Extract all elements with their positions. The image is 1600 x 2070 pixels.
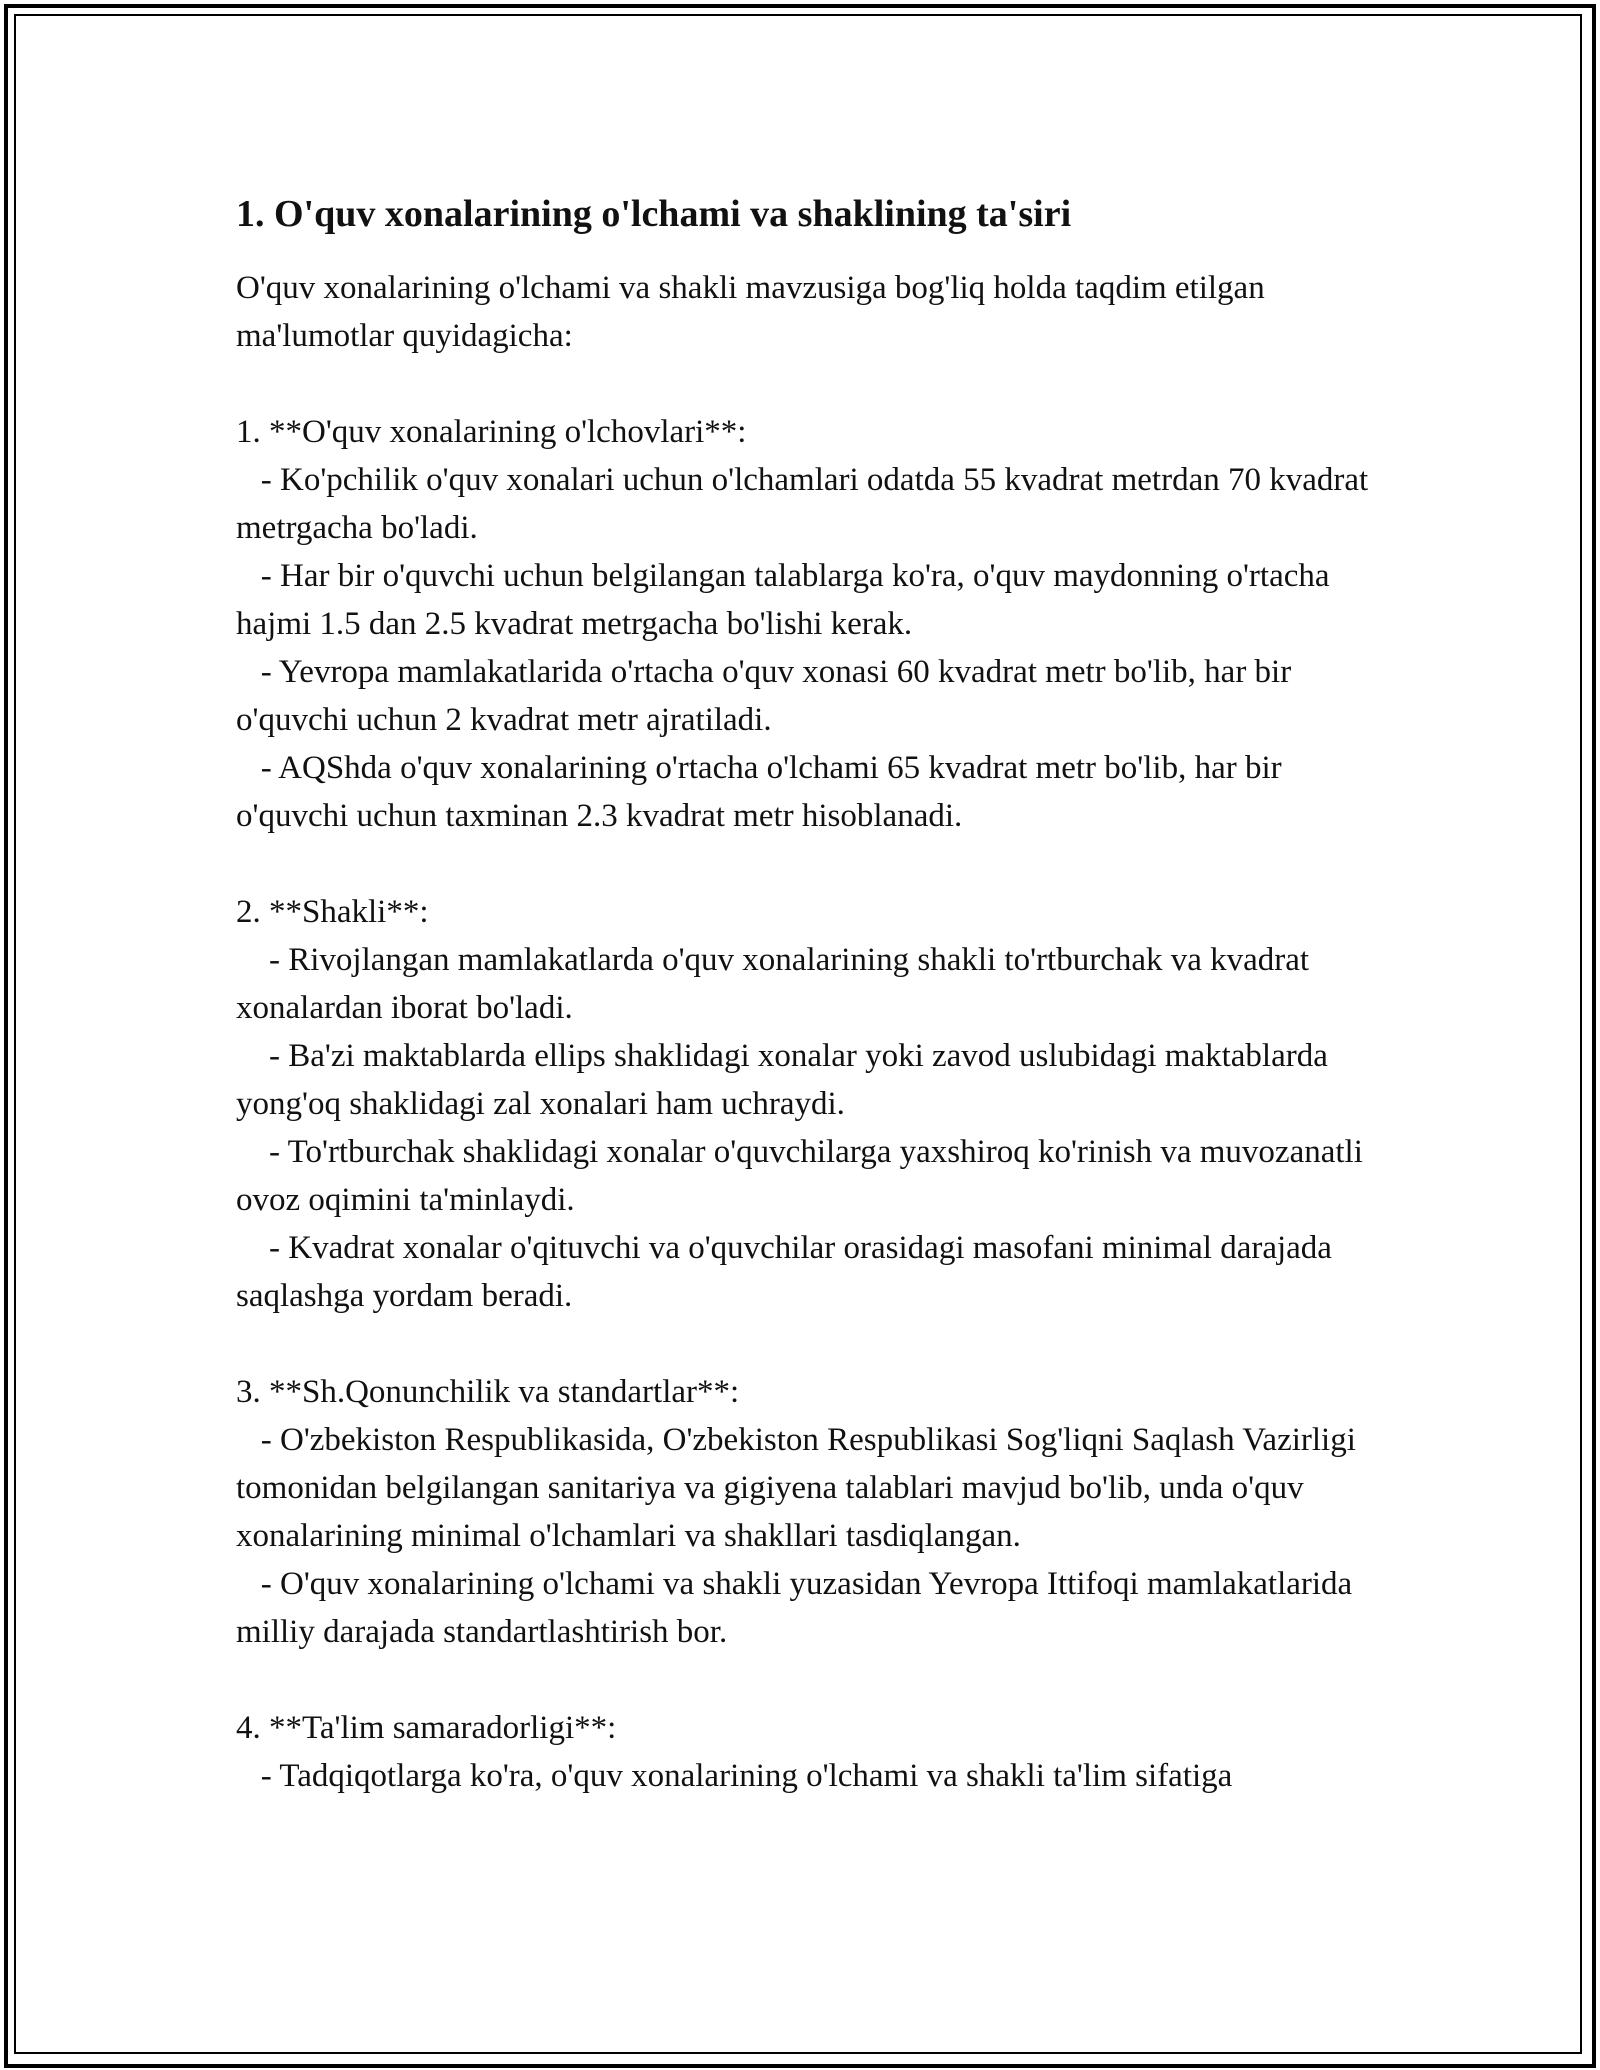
list-item: - Ba'zi maktablarda ellips shaklidagi xonalar yoki zavod uslubidagi maktablarda yong'oq shaklidagi zal xonalari ham uchraydi. xyxy=(236,1038,1337,1122)
section-dimensions xyxy=(236,408,1376,840)
list-item: - AQShda o'quv xonalarining o'rtacha o'lchami 65 kvadrat metr bo'lib, har bir o'quvchi uchun taxminan 2.3 kvadrat metr hisoblanadi. xyxy=(236,750,1290,834)
list-item: - To'rtburchak shaklidagi xonalar o'quvchilarga yaxshiroq ko'rinish va muvozanatli ovoz oqimini ta'minlaydi. xyxy=(236,1134,1372,1218)
section-legislation xyxy=(236,1368,1376,1656)
list-item: - Rivojlangan mamlakatlarda o'quv xonalarining shakli to'rtburchak va kvadrat xonalardan iborat bo'ladi. xyxy=(236,942,1318,1026)
section-heading: 4. **Ta'lim samaradorligi**: xyxy=(236,1710,617,1746)
section-heading: 1. **O'quv xonalarining o'lchovlari**: xyxy=(236,414,747,450)
list-item: - Har bir o'quvchi uchun belgilangan talablarga ko'ra, o'quv maydonning o'rtacha hajmi 1.5 dan 2.5 kvadrat metrgacha bo'lishi kerak. xyxy=(236,558,1338,642)
intro-paragraph: O'quv xonalarining o'lchami va shakli mavzusiga bog'liq holda taqdim etilgan ma'lumotlar quyidagicha: xyxy=(236,270,1265,354)
list-item: - O'quv xonalarining o'lchami va shakli yuzasidan Yevropa Ittifoqi mamlakatlarida milliy darajada standartlashtirish bor. xyxy=(236,1566,1361,1650)
list-item: - Ko'pchilik o'quv xonalari uchun o'lchamlari odatda 55 kvadrat metrdan 70 kvadrat metrgacha bo'ladi. xyxy=(236,462,1377,546)
list-item: - Tadqiqotlarga ko'ra, o'quv xonalarining o'lchami va shakli ta'lim sifatiga xyxy=(236,1758,1233,1794)
section-shape xyxy=(236,888,1376,1320)
document-page xyxy=(236,188,1376,1800)
list-item: - Kvadrat xonalar o'qituvchi va o'quvchilar orasidagi masofani minimal darajada saqlashga yordam beradi. xyxy=(236,1230,1341,1314)
list-item: - O'zbekiston Respublikasida, O'zbekiston Respublikasi Sog'liqni Saqlash Vazirligi tomonidan belgilangan sanitariya va gigiyena talablari mavjud bo'lib, unda o'quv xonalarining minimal o'lchamlari va shakllari tasdiqlangan. xyxy=(236,1422,1365,1554)
list-item: - Yevropa mamlakatlarida o'rtacha o'quv xonasi 60 kvadrat metr bo'lib, har bir o'quvchi uchun 2 kvadrat metr ajratiladi. xyxy=(236,654,1300,738)
section-heading: 3. **Sh.Qonunchilik va standartlar**: xyxy=(236,1374,740,1410)
document-title: 1. O'quv xonalarining o'lchami va shaklining ta'siri xyxy=(236,193,1072,235)
section-heading: 2. **Shakli**: xyxy=(236,894,429,930)
section-effectiveness xyxy=(236,1704,1376,1800)
